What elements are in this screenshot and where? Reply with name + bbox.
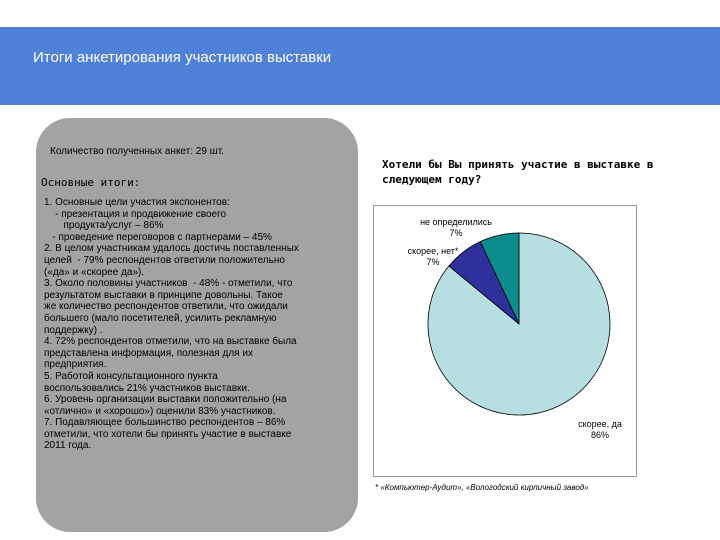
- result-line: - проведение переговоров с партнерами – 45%: [44, 231, 272, 243]
- result-line: 5. Работой консультационного пункта: [44, 370, 218, 382]
- result-line: 2011 года.: [44, 440, 92, 452]
- result-line: 4. 72% респондентов отметили, что на выставке была: [44, 336, 297, 348]
- result-line: 1. Основные цели участия экспонентов:: [44, 197, 230, 208]
- results-heading: Основные итоги:: [41, 176, 141, 189]
- slice-value-label: 7%: [426, 257, 440, 267]
- result-line: отметили, что хотели бы принять участие в выставке: [44, 428, 292, 440]
- chart-footnote: * «Компьютер-Аудит», «Вологодский кирпичный завод»: [375, 483, 589, 492]
- result-line: большего (мало посетителей, усилить рекламную: [44, 312, 277, 324]
- result-line: предприятия.: [44, 359, 107, 371]
- slice-value-label: 7%: [449, 228, 463, 238]
- result-line: целей - 79% респондентов ответили положительно: [44, 254, 285, 266]
- result-line: 2. В целом участникам удалось достичь поставленных: [44, 243, 299, 255]
- result-line: поддержку) .: [44, 324, 103, 336]
- result-line: воспользовались 21% участников выставки.: [44, 382, 250, 394]
- result-line: «отлично» и «хорошо») оценили 83% участников.: [44, 405, 276, 417]
- slice-label: скорее, нет*: [407, 246, 459, 256]
- slice-label: не определились: [420, 217, 492, 227]
- result-line: 3. Около половины участников - 48% - отметили, что: [44, 278, 293, 290]
- slice-value-label: 86%: [590, 430, 610, 440]
- result-line: же количество респондентов ответили, что ожидали: [44, 301, 288, 313]
- survey-count: Количество полученных анкет: 29 шт.: [50, 146, 224, 157]
- result-line: («да» и «скорее да»).: [44, 266, 145, 278]
- chart-title: Хотели бы Вы принять участие в выставке в следующем году?: [382, 158, 654, 186]
- result-line: 6. Уровень организации выставки положительно (на: [44, 394, 287, 406]
- result-line: 7. Подавляющее большинство респондентов – 86%: [44, 417, 286, 429]
- slice-label: скорее, да: [578, 419, 622, 429]
- result-line: представлена информация, полезная для их: [44, 347, 253, 359]
- result-line: результатом выставки в принципе довольны. Такое: [44, 289, 283, 301]
- result-line: - презентация и продвижение своего: [44, 208, 227, 220]
- page-title: Итоги анкетирования участников выставки: [33, 49, 332, 66]
- result-line: продукта/услуг – 86%: [44, 220, 164, 232]
